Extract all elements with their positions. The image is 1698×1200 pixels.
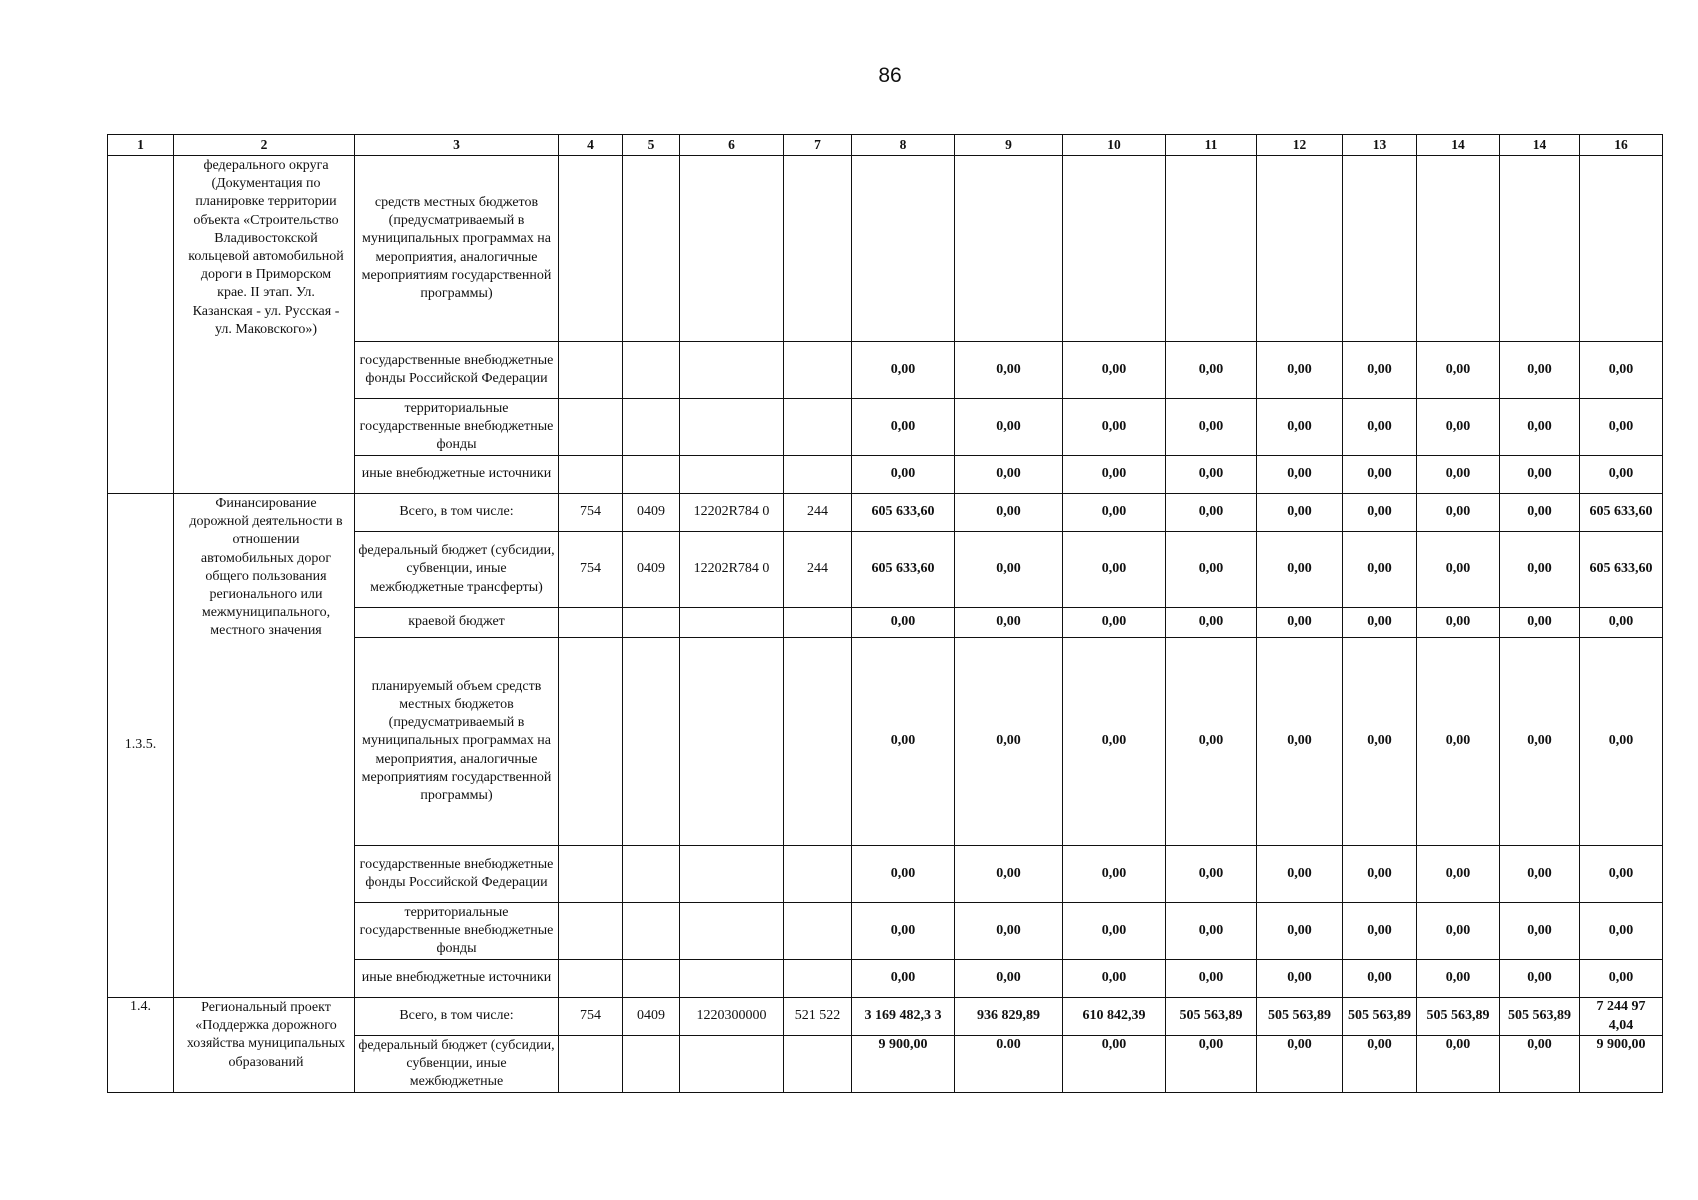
amount-cell: 9 900,00 [1580,1036,1663,1093]
section-code: 0409 [623,494,680,532]
funding-source: государственные внебюджетные фонды Российской Федерации [355,342,559,399]
amount-cell: 0,00 [1580,399,1663,456]
amount-cell: 3 169 482,3 3 [852,998,955,1036]
amount-cell: 505 563,89 [1500,998,1580,1036]
admin-code [559,456,623,494]
amount-cell: 605 633,60 [852,532,955,608]
amount-cell: 0,00 [1500,342,1580,399]
admin-code [559,846,623,903]
amount-cell: 0,00 [1580,638,1663,846]
amount-cell: 0,00 [955,960,1063,998]
expense-type-code [784,608,852,638]
amount-cell: 0,00 [1580,608,1663,638]
amount-cell: 0,00 [955,608,1063,638]
column-number-10: 10 [1063,135,1166,156]
amount-cell: 0,00 [1500,494,1580,532]
target-article-code [680,638,784,846]
funding-source: федеральный бюджет (субсидии, субвенции, иные межбюджетные [355,1036,559,1093]
amount-cell: 0,00 [1500,608,1580,638]
amount-cell: 0,00 [852,456,955,494]
amount-cell: 7 244 97 4,04 [1580,998,1663,1036]
table-row [108,156,1663,342]
admin-code [559,156,623,342]
amount-cell [955,156,1063,342]
funding-source: средств местных бюджетов (предусматриваемый в муниципальных программах на мероприятия, аналогичные мероприятиям государственной программы) [355,156,559,342]
funding-source: территориальные государственные внебюджетные фонды [355,399,559,456]
expense-type-code [784,638,852,846]
amount-cell: 0,00 [1257,399,1343,456]
admin-code [559,608,623,638]
section-code [623,342,680,399]
amount-cell: 0,00 [1343,494,1417,532]
amount-cell: 0,00 [1417,532,1500,608]
section-code [623,638,680,846]
amount-cell: 0,00 [1166,342,1257,399]
amount-cell: 0,00 [1166,532,1257,608]
amount-cell: 0,00 [1343,903,1417,960]
amount-cell [1343,156,1417,342]
expense-type-code [784,903,852,960]
amount-cell: 0,00 [852,846,955,903]
amount-cell: 0,00 [1343,399,1417,456]
expense-type-code [784,156,852,342]
amount-cell: 0,00 [1580,846,1663,903]
amount-cell: 0,00 [1500,1036,1580,1093]
amount-cell: 0,00 [1580,960,1663,998]
amount-cell: 0,00 [955,399,1063,456]
amount-cell: 0,00 [1166,494,1257,532]
amount-cell: 0,00 [1166,638,1257,846]
admin-code [559,638,623,846]
amount-cell: 0,00 [1063,1036,1166,1093]
target-article-code: 1220300000 [680,998,784,1036]
expense-type-code: 244 [784,494,852,532]
amount-cell: 936 829,89 [955,998,1063,1036]
amount-cell: 0,00 [1166,608,1257,638]
expense-type-code [784,960,852,998]
funding-source: Всего, в том числе: [355,998,559,1036]
amount-cell: 0,00 [1257,1036,1343,1093]
row-number: 1.3.5. [108,494,174,998]
column-number-1: 1 [108,135,174,156]
column-number-9: 9 [955,135,1063,156]
amount-cell: 505 563,89 [1343,998,1417,1036]
amount-cell: 605 633,60 [1580,532,1663,608]
section-code [623,456,680,494]
amount-cell: 0,00 [1580,456,1663,494]
column-number-2: 2 [174,135,355,156]
column-number-6: 6 [680,135,784,156]
amount-cell: 0,00 [1343,846,1417,903]
amount-cell: 605 633,60 [852,494,955,532]
amount-cell: 0,00 [1166,846,1257,903]
expense-type-code [784,399,852,456]
amount-cell: 0,00 [955,342,1063,399]
target-article-code [680,456,784,494]
column-number-13: 13 [1343,135,1417,156]
amount-cell: 610 842,39 [1063,998,1166,1036]
amount-cell: 0,00 [1257,960,1343,998]
admin-code [559,960,623,998]
amount-cell: 0,00 [1343,638,1417,846]
expense-type-code [784,846,852,903]
section-code: 0409 [623,532,680,608]
section-code [623,156,680,342]
amount-cell: 0,00 [852,342,955,399]
target-article-code [680,960,784,998]
column-number-11: 11 [1166,135,1257,156]
amount-cell: 0,00 [1166,456,1257,494]
amount-cell [1417,156,1500,342]
amount-cell: 0,00 [1417,638,1500,846]
expense-type-code [784,342,852,399]
amount-cell: 0,00 [1063,456,1166,494]
amount-cell: 505 563,89 [1417,998,1500,1036]
amount-cell: 0,00 [1500,532,1580,608]
amount-cell [1257,156,1343,342]
funding-source: государственные внебюджетные фонды Российской Федерации [355,846,559,903]
amount-cell: 0,00 [1500,903,1580,960]
section-code [623,399,680,456]
admin-code: 754 [559,998,623,1036]
target-article-code [680,156,784,342]
amount-cell: 505 563,89 [1257,998,1343,1036]
amount-cell: 0,00 [1257,638,1343,846]
amount-cell: 0,00 [852,608,955,638]
target-article-code [680,846,784,903]
amount-cell [1580,156,1663,342]
amount-cell: 0,00 [1063,399,1166,456]
row-number [108,156,174,494]
amount-cell: 0,00 [1257,456,1343,494]
amount-cell: 0,00 [1417,399,1500,456]
amount-cell: 0,00 [1580,903,1663,960]
column-number-16: 16 [1580,135,1663,156]
amount-cell: 0,00 [1417,456,1500,494]
target-article-code [680,342,784,399]
column-number-12: 12 [1257,135,1343,156]
amount-cell: 0,00 [1417,846,1500,903]
funding-source: иные внебюджетные источники [355,960,559,998]
measure-description: Финансирование дорожной деятельности в отношении автомобильных дорог общего пользования регионального или межмуниципального, местного значения [174,494,355,998]
expense-type-code [784,456,852,494]
amount-cell: 0,00 [955,456,1063,494]
amount-cell: 0,00 [955,638,1063,846]
amount-cell: 0,00 [1063,903,1166,960]
amount-cell: 0,00 [1063,846,1166,903]
target-article-code [680,903,784,960]
amount-cell: 0,00 [1500,638,1580,846]
amount-cell: 0,00 [1343,532,1417,608]
amount-cell: 0,00 [852,638,955,846]
amount-cell: 0,00 [1257,608,1343,638]
amount-cell: 9 900,00 [852,1036,955,1093]
column-number-7: 7 [784,135,852,156]
target-article-code [680,1036,784,1093]
amount-cell: 0.00 [955,1036,1063,1093]
amount-cell: 0,00 [1063,608,1166,638]
amount-cell: 0,00 [1063,494,1166,532]
amount-cell: 0,00 [852,960,955,998]
amount-cell [1063,156,1166,342]
amount-cell: 0,00 [955,903,1063,960]
amount-cell: 0,00 [1500,456,1580,494]
amount-cell [852,156,955,342]
amount-cell: 0,00 [1343,342,1417,399]
amount-cell: 0,00 [1166,960,1257,998]
section-code: 0409 [623,998,680,1036]
funding-source: краевой бюджет [355,608,559,638]
amount-cell: 0,00 [1063,960,1166,998]
target-article-code: 12202R784 0 [680,532,784,608]
expense-type-code: 244 [784,532,852,608]
admin-code [559,903,623,960]
amount-cell: 0,00 [1417,342,1500,399]
section-code [623,960,680,998]
amount-cell: 0,00 [1500,399,1580,456]
section-code [623,846,680,903]
admin-code [559,399,623,456]
funding-source: территориальные государственные внебюджетные фонды [355,903,559,960]
admin-code: 754 [559,532,623,608]
amount-cell [1166,156,1257,342]
column-number-14: 14 [1417,135,1500,156]
amount-cell: 0,00 [1257,532,1343,608]
target-article-code: 12202R784 0 [680,494,784,532]
table-row [108,494,1663,532]
amount-cell: 0,00 [1166,903,1257,960]
amount-cell: 0,00 [955,494,1063,532]
column-number-row [108,135,1663,156]
amount-cell: 0,00 [1257,903,1343,960]
target-article-code [680,399,784,456]
amount-cell: 0,00 [1343,608,1417,638]
funding-source: планируемый объем средств местных бюджетов (предусматриваемый в муниципальных программах на мероприятия, аналогичные мероприятиям государственной программы) [355,638,559,846]
amount-cell: 0,00 [1063,638,1166,846]
column-number-15: 14 [1500,135,1580,156]
column-number-3: 3 [355,135,559,156]
amount-cell: 0,00 [1417,494,1500,532]
amount-cell: 0,00 [1500,960,1580,998]
admin-code: 754 [559,494,623,532]
amount-cell: 0,00 [1343,1036,1417,1093]
measure-description: федерального округа (Документация по планировке территории объекта «Строительство Владивостокской кольцевой автомобильной дороги в Приморском крае. II этап. Ул. Казанская - ул. Русская - ул. Маковского») [174,156,355,494]
amount-cell: 0,00 [1166,1036,1257,1093]
amount-cell: 0,00 [955,846,1063,903]
column-number-8: 8 [852,135,955,156]
expense-type-code: 521 522 [784,998,852,1036]
amount-cell: 605 633,60 [1580,494,1663,532]
amount-cell: 505 563,89 [1166,998,1257,1036]
section-code [623,903,680,960]
amount-cell [1500,156,1580,342]
amount-cell: 0,00 [1343,456,1417,494]
target-article-code [680,608,784,638]
column-number-5: 5 [623,135,680,156]
admin-code [559,342,623,399]
amount-cell: 0,00 [1257,494,1343,532]
section-code [623,608,680,638]
funding-source: Всего, в том числе: [355,494,559,532]
expense-type-code [784,1036,852,1093]
amount-cell: 0,00 [1417,1036,1500,1093]
amount-cell: 0,00 [1257,846,1343,903]
section-code [623,1036,680,1093]
amount-cell: 0,00 [1417,608,1500,638]
amount-cell: 0,00 [852,903,955,960]
amount-cell: 0,00 [955,532,1063,608]
amount-cell: 0,00 [1417,960,1500,998]
column-number-4: 4 [559,135,623,156]
table-row [108,998,1663,1036]
amount-cell: 0,00 [1343,960,1417,998]
amount-cell: 0,00 [1257,342,1343,399]
amount-cell: 0,00 [1063,342,1166,399]
admin-code [559,1036,623,1093]
amount-cell: 0,00 [1500,846,1580,903]
page-number: 86 [878,64,902,87]
amount-cell: 0,00 [1417,903,1500,960]
measure-description: Региональный проект «Поддержка дорожного хозяйства муниципальных образований [174,998,355,1093]
funding-source: федеральный бюджет (субсидии, субвенции, иные межбюджетные трансферты) [355,532,559,608]
amount-cell: 0,00 [1580,342,1663,399]
funding-source: иные внебюджетные источники [355,456,559,494]
amount-cell: 0,00 [1063,532,1166,608]
row-number: 1.4. [108,998,174,1093]
amount-cell: 0,00 [1166,399,1257,456]
amount-cell: 0,00 [852,399,955,456]
budget-table [107,134,1663,1093]
